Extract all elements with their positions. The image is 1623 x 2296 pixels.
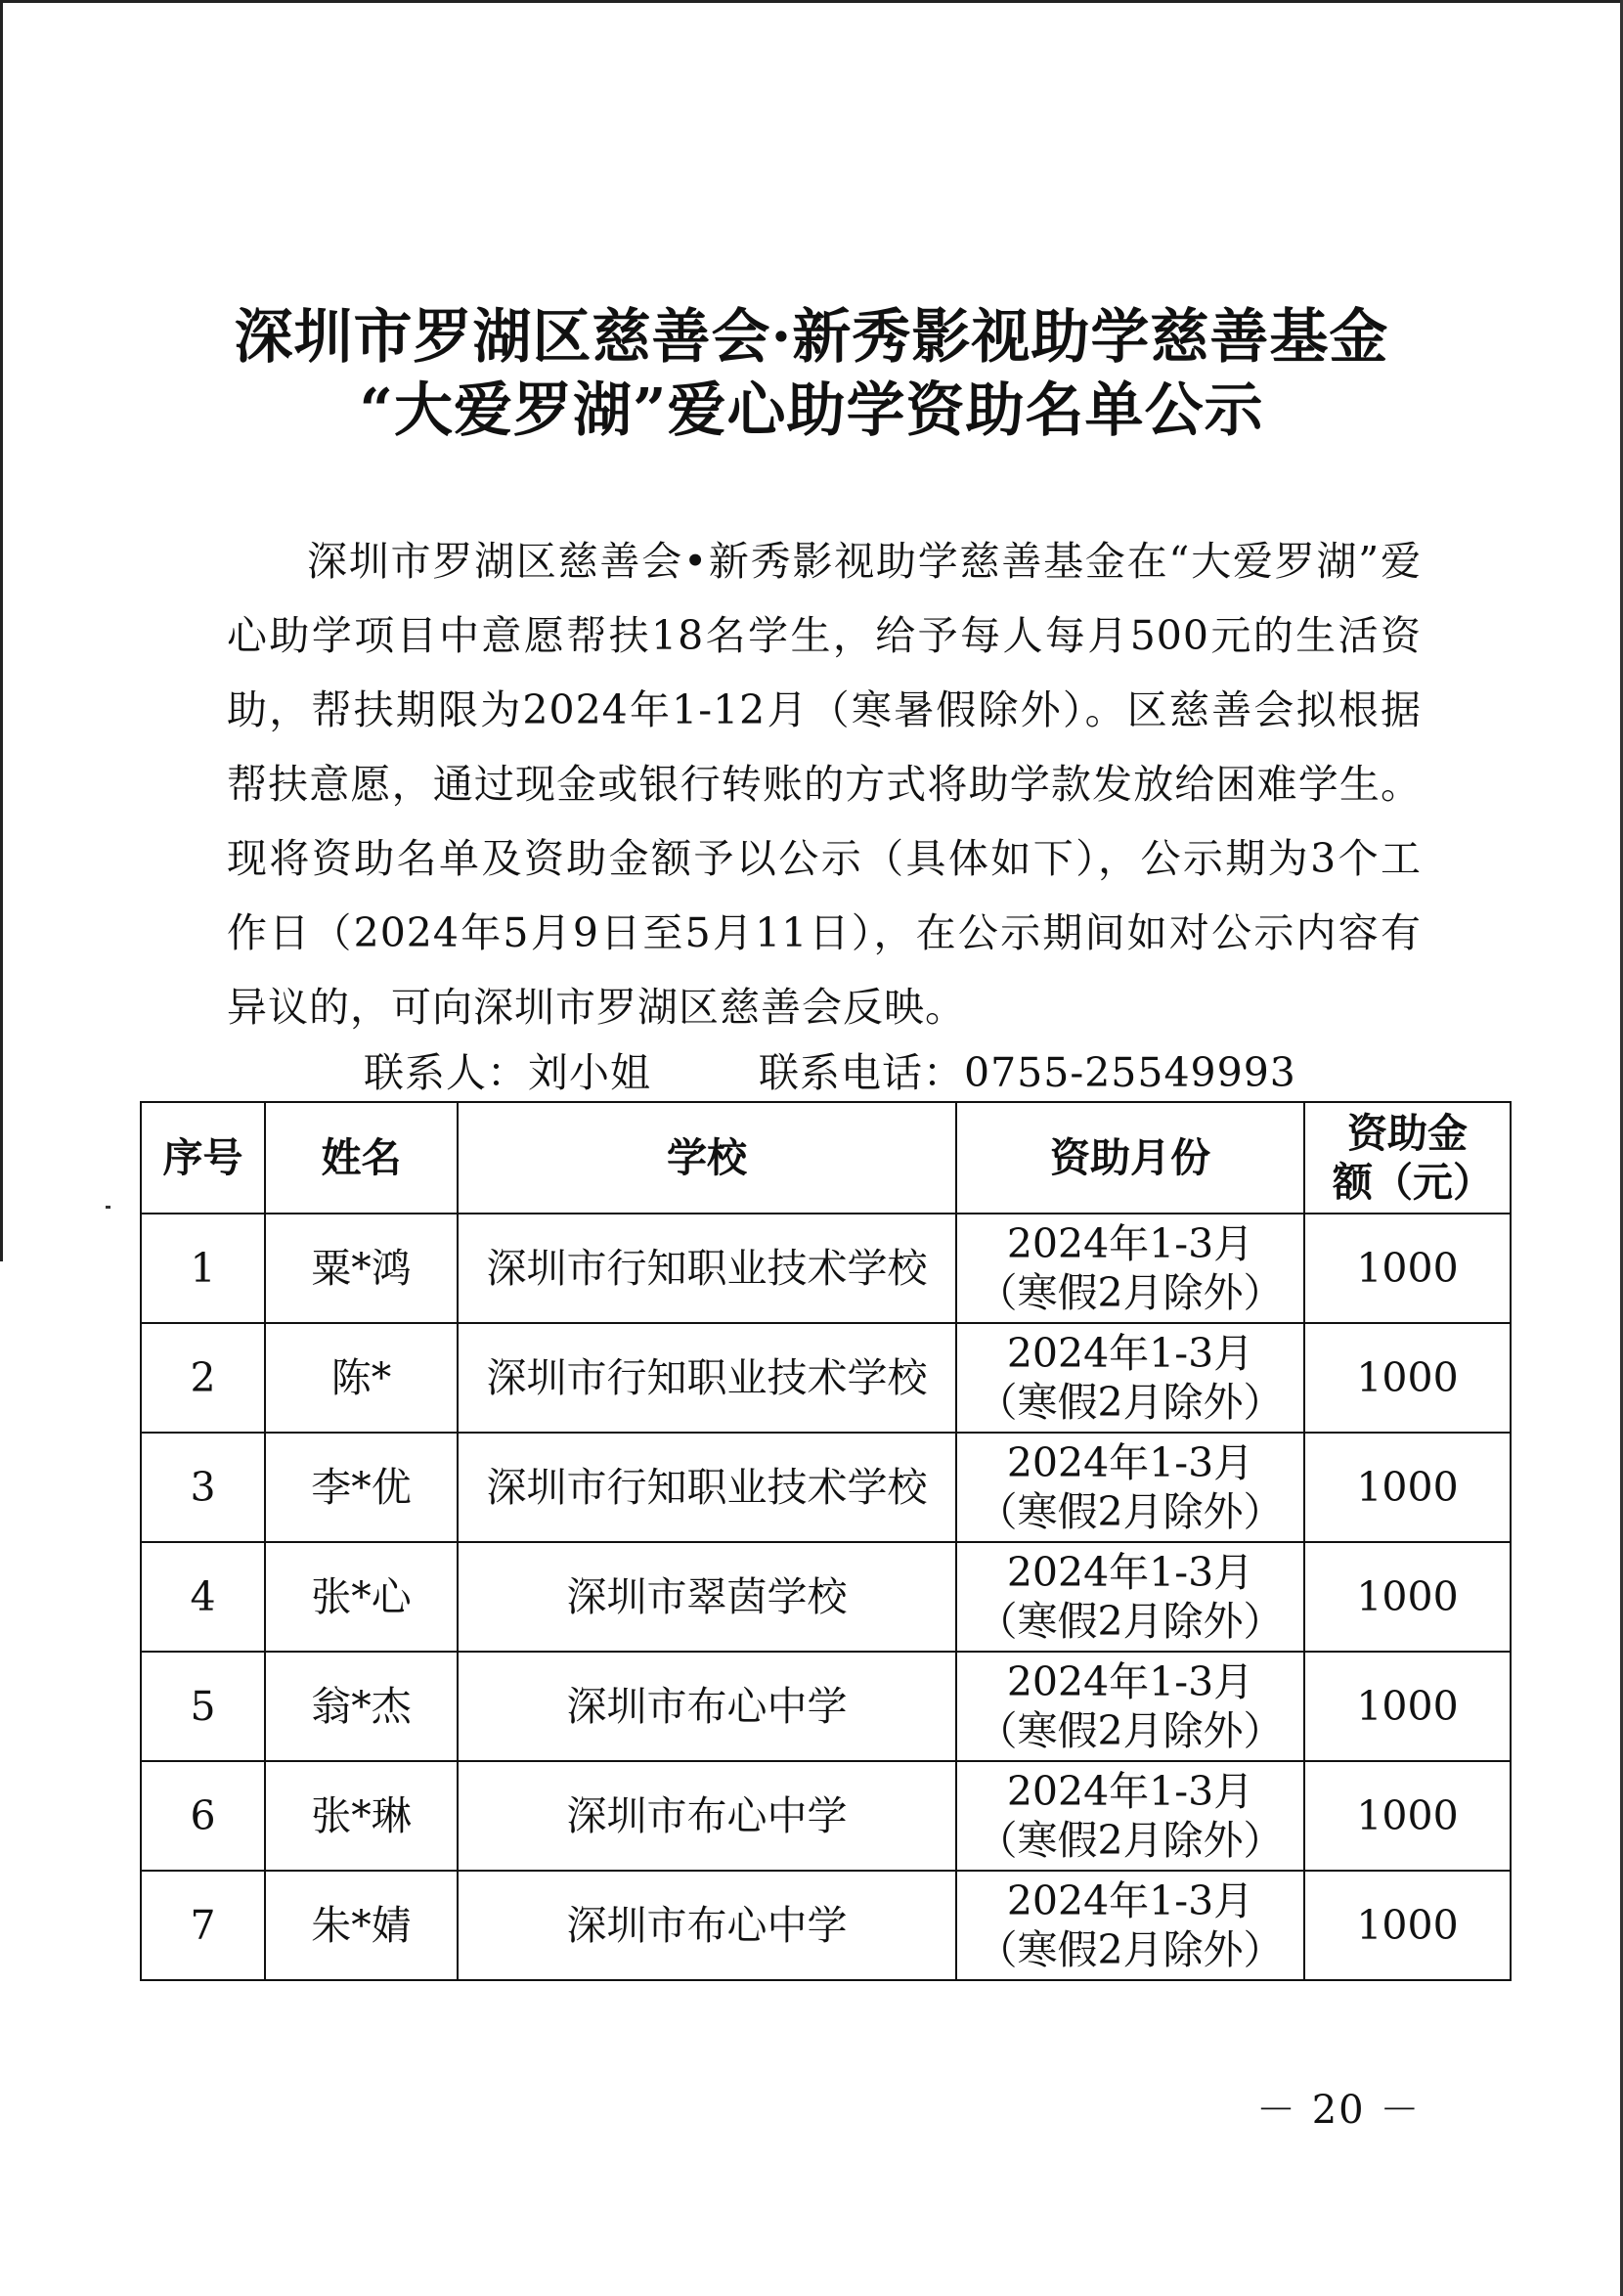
header-months: 资助月份 bbox=[956, 1102, 1304, 1214]
cell-months: 2024年1-3月（寒假2月除外） bbox=[956, 1433, 1304, 1542]
table-row bbox=[141, 1761, 1511, 1871]
cell-name: 陈* bbox=[265, 1323, 458, 1433]
cell-name: 张*心 bbox=[265, 1542, 458, 1652]
table-row bbox=[141, 1871, 1511, 1980]
cell-no: 1 bbox=[141, 1214, 265, 1323]
cell-name: 李*优 bbox=[265, 1433, 458, 1542]
cell-school: 深圳市布心中学 bbox=[458, 1761, 956, 1871]
cell-name: 朱*婧 bbox=[265, 1871, 458, 1980]
cell-months: 2024年1-3月（寒假2月除外） bbox=[956, 1761, 1304, 1871]
scan-speck bbox=[106, 1206, 110, 1209]
cell-months: 2024年1-3月（寒假2月除外） bbox=[956, 1542, 1304, 1652]
title-line-1: 深圳市罗湖区慈善会·新秀影视助学慈善基金 bbox=[234, 303, 1389, 372]
cell-school: 深圳市行知职业技术学校 bbox=[458, 1323, 956, 1433]
cell-school: 深圳市布心中学 bbox=[458, 1652, 956, 1761]
table-row bbox=[141, 1323, 1511, 1433]
cell-amount: 1000 bbox=[1304, 1323, 1511, 1433]
cell-amount: 1000 bbox=[1304, 1433, 1511, 1542]
scan-edge-left bbox=[0, 0, 3, 1261]
cell-no: 2 bbox=[141, 1323, 265, 1433]
cell-school: 深圳市布心中学 bbox=[458, 1871, 956, 1980]
funding-table bbox=[140, 1101, 1512, 1981]
cell-school: 深圳市翠茵学校 bbox=[458, 1542, 956, 1652]
cell-amount: 1000 bbox=[1304, 1871, 1511, 1980]
cell-no: 7 bbox=[141, 1871, 265, 1980]
table-header-row bbox=[141, 1102, 1511, 1214]
contact-line bbox=[364, 1038, 1296, 1107]
header-school: 学校 bbox=[458, 1102, 956, 1214]
header-name: 姓名 bbox=[265, 1102, 458, 1214]
header-amount: 资助金额（元） bbox=[1304, 1102, 1511, 1214]
announcement-body: 深圳市罗湖区慈善会•新秀影视助学慈善基金在“大爱罗湖”爱心助学项目中意愿帮扶18名学生，给予每人每月500元的生活资助，帮扶期限为2024年1-12月（寒暑假除外）。区慈善会拟根据帮扶意愿，通过现金或银行转账的方式将助学款发放给困难学生。现将资助名单及资助金额予以公示（具体如下），公示期为3个工作日（2024年5月9日至5月11日），在公示期间如对公示内容有异议的，可向深圳市罗湖区慈善会反映。 bbox=[227, 538, 1422, 1031]
cell-amount: 1000 bbox=[1304, 1542, 1511, 1652]
cell-months: 2024年1-3月（寒假2月除外） bbox=[956, 1652, 1304, 1761]
scan-edge-top bbox=[0, 0, 1623, 3]
contact-phone: 联系电话：0755-25549993 bbox=[759, 1049, 1296, 1096]
cell-no: 5 bbox=[141, 1652, 265, 1761]
cell-amount: 1000 bbox=[1304, 1761, 1511, 1871]
cell-name: 翁*杰 bbox=[265, 1652, 458, 1761]
cell-no: 4 bbox=[141, 1542, 265, 1652]
cell-months: 2024年1-3月（寒假2月除外） bbox=[956, 1871, 1304, 1980]
cell-months: 2024年1-3月（寒假2月除外） bbox=[956, 1214, 1304, 1323]
header-no: 序号 bbox=[141, 1102, 265, 1214]
cell-no: 6 bbox=[141, 1761, 265, 1871]
page-number: － 20 － bbox=[1256, 2088, 1422, 2133]
cell-amount: 1000 bbox=[1304, 1214, 1511, 1323]
cell-name: 粟*鸿 bbox=[265, 1214, 458, 1323]
table-row bbox=[141, 1652, 1511, 1761]
table-row bbox=[141, 1433, 1511, 1542]
cell-no: 3 bbox=[141, 1433, 265, 1542]
cell-months: 2024年1-3月（寒假2月除外） bbox=[956, 1323, 1304, 1433]
cell-school: 深圳市行知职业技术学校 bbox=[458, 1433, 956, 1542]
cell-amount: 1000 bbox=[1304, 1652, 1511, 1761]
title-line-2: “大爱罗湖”爱心助学资助名单公示 bbox=[359, 376, 1264, 445]
table-row bbox=[141, 1542, 1511, 1652]
cell-name: 张*琳 bbox=[265, 1761, 458, 1871]
contact-person: 联系人：刘小姐 bbox=[364, 1049, 651, 1096]
table-row bbox=[141, 1214, 1511, 1323]
cell-school: 深圳市行知职业技术学校 bbox=[458, 1214, 956, 1323]
